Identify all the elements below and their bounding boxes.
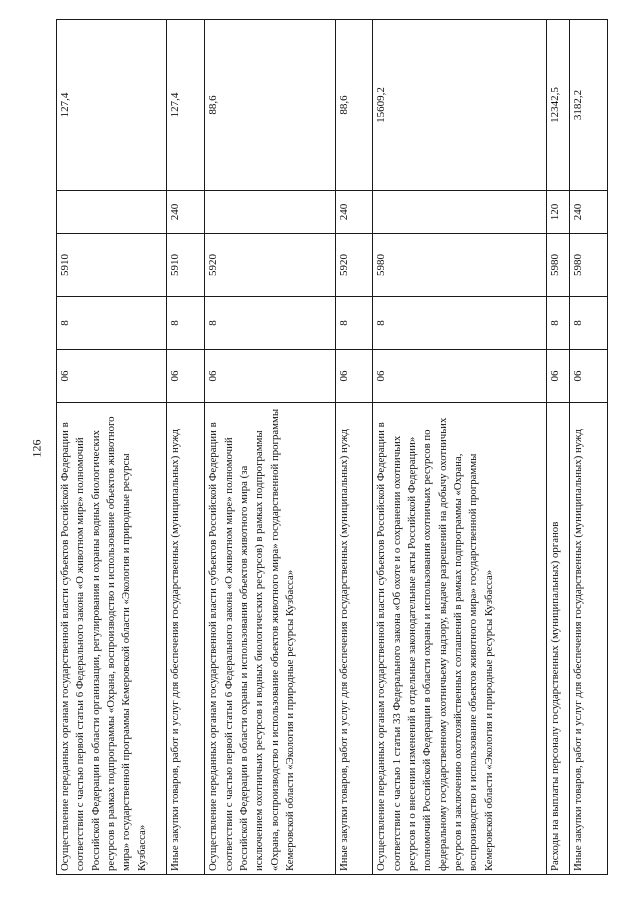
- row-6-amount: 12342,5: [546, 20, 569, 191]
- row-2-target-article: 5910: [167, 234, 205, 297]
- row-4-subsection: 8: [335, 297, 373, 350]
- row-4-target-article: 5920: [335, 234, 373, 297]
- row-5-subsection: 8: [373, 297, 547, 350]
- row-3-amount: 88,6: [205, 20, 335, 191]
- row-1-expense-type: [57, 191, 167, 234]
- table-row: [167, 20, 205, 875]
- row-2-expense-type: 240: [167, 191, 205, 234]
- row-4-name: Иные закупки товаров, работ и услуг для обеспечения государственных (муниципальных) нужд: [335, 403, 373, 875]
- row-2-subsection: 8: [167, 297, 205, 350]
- row-3-target-article: 5920: [205, 234, 335, 297]
- table-row: [205, 20, 335, 875]
- table-row: [335, 20, 373, 875]
- row-3-name: Осуществление переданных органам государственной власти субъектов Российской Федерации в соответствии с частью первой статьи 6 Федерального закона «О животном мире» полномочий Российской Федерации в области охраны и использования объектов животного мира (за исключением охотничьих ресурсов и водных биологических ресурсов) в рамках подпрограммы «Охрана, воспроизводство и использование объектов животного мира» государственной программы Кемеровской области «Экология и природные ресурсы Кузбасса»: [205, 403, 335, 875]
- row-6-subsection: 8: [546, 297, 569, 350]
- row-2-section: 06: [167, 350, 205, 403]
- row-6-name: Расходы на выплаты персоналу государственных (муниципальных) органов: [546, 403, 569, 875]
- row-1-section: 06: [57, 350, 167, 403]
- row-3-section: 06: [205, 350, 335, 403]
- budget-table: [56, 19, 608, 875]
- table-wrapper: [56, 20, 608, 875]
- row-3-subsection: 8: [205, 297, 335, 350]
- row-7-name: Иные закупки товаров, работ и услуг для обеспечения государственных (муниципальных) нужд: [570, 403, 608, 875]
- row-5-expense-type: [373, 191, 547, 234]
- row-2-name: Иные закупки товаров, работ и услуг для обеспечения государственных (муниципальных) нужд: [167, 403, 205, 875]
- row-5-name: Осуществление переданных органам государственной власти субъектов Российской Федерации в соответствии с частью 1 статьи 33 Федерального закона «Об охоте и о сохранении охотничьих ресурсов и о внесении изменений в отдельные законодательные акты Российской Федерации» полномочий Российской Федерации в области охраны и использования охотничьих ресурсов по федеральному государственному охотничьему надзору, выдаче разрешений на добычу охотничьих ресурсов и заключению охотхозяйственных соглашений в рамках подпрограммы «Охрана, воспроизводство и использование объектов животного мира» государственной программы Кемеровской области «Экология и природные ресурсы Кузбасса»: [373, 403, 547, 875]
- table-row: [57, 20, 167, 875]
- row-6-section: 06: [546, 350, 569, 403]
- page-number: 126: [29, 439, 44, 458]
- table-row: [570, 20, 608, 875]
- row-7-subsection: 8: [570, 297, 608, 350]
- row-1-target-article: 5910: [57, 234, 167, 297]
- row-4-section: 06: [335, 350, 373, 403]
- table-row: [373, 20, 547, 875]
- row-4-expense-type: 240: [335, 191, 373, 234]
- row-1-name: Осуществление переданных органам государственной власти субъектов Российской Федерации в соответствии с частью первой статьи 6 Федерального закона «О животном мире» полномочий Российской Федерации в области организации, регулирования и охраны водных биологических ресурсов в рамках подпрограммы «Охрана, воспроизводство и использование объектов животного мира» государственной программы Кемеровской области «Экология и природные ресурсы Кузбасса»: [57, 403, 167, 875]
- row-7-amount: 3182,2: [570, 20, 608, 191]
- row-6-expense-type: 120: [546, 191, 569, 234]
- row-6-target-article: 5980: [546, 234, 569, 297]
- rotated-page-area: [56, 20, 608, 875]
- row-5-amount: 15609,2: [373, 20, 547, 191]
- table-row: [546, 20, 569, 875]
- row-7-section: 06: [570, 350, 608, 403]
- row-7-target-article: 5980: [570, 234, 608, 297]
- row-2-amount: 127,4: [167, 20, 205, 191]
- row-7-expense-type: 240: [570, 191, 608, 234]
- row-5-section: 06: [373, 350, 547, 403]
- row-5-target-article: 5980: [373, 234, 547, 297]
- row-1-subsection: 8: [57, 297, 167, 350]
- row-4-amount: 88,6: [335, 20, 373, 191]
- row-1-amount: 127,4: [57, 20, 167, 191]
- row-3-expense-type: [205, 191, 335, 234]
